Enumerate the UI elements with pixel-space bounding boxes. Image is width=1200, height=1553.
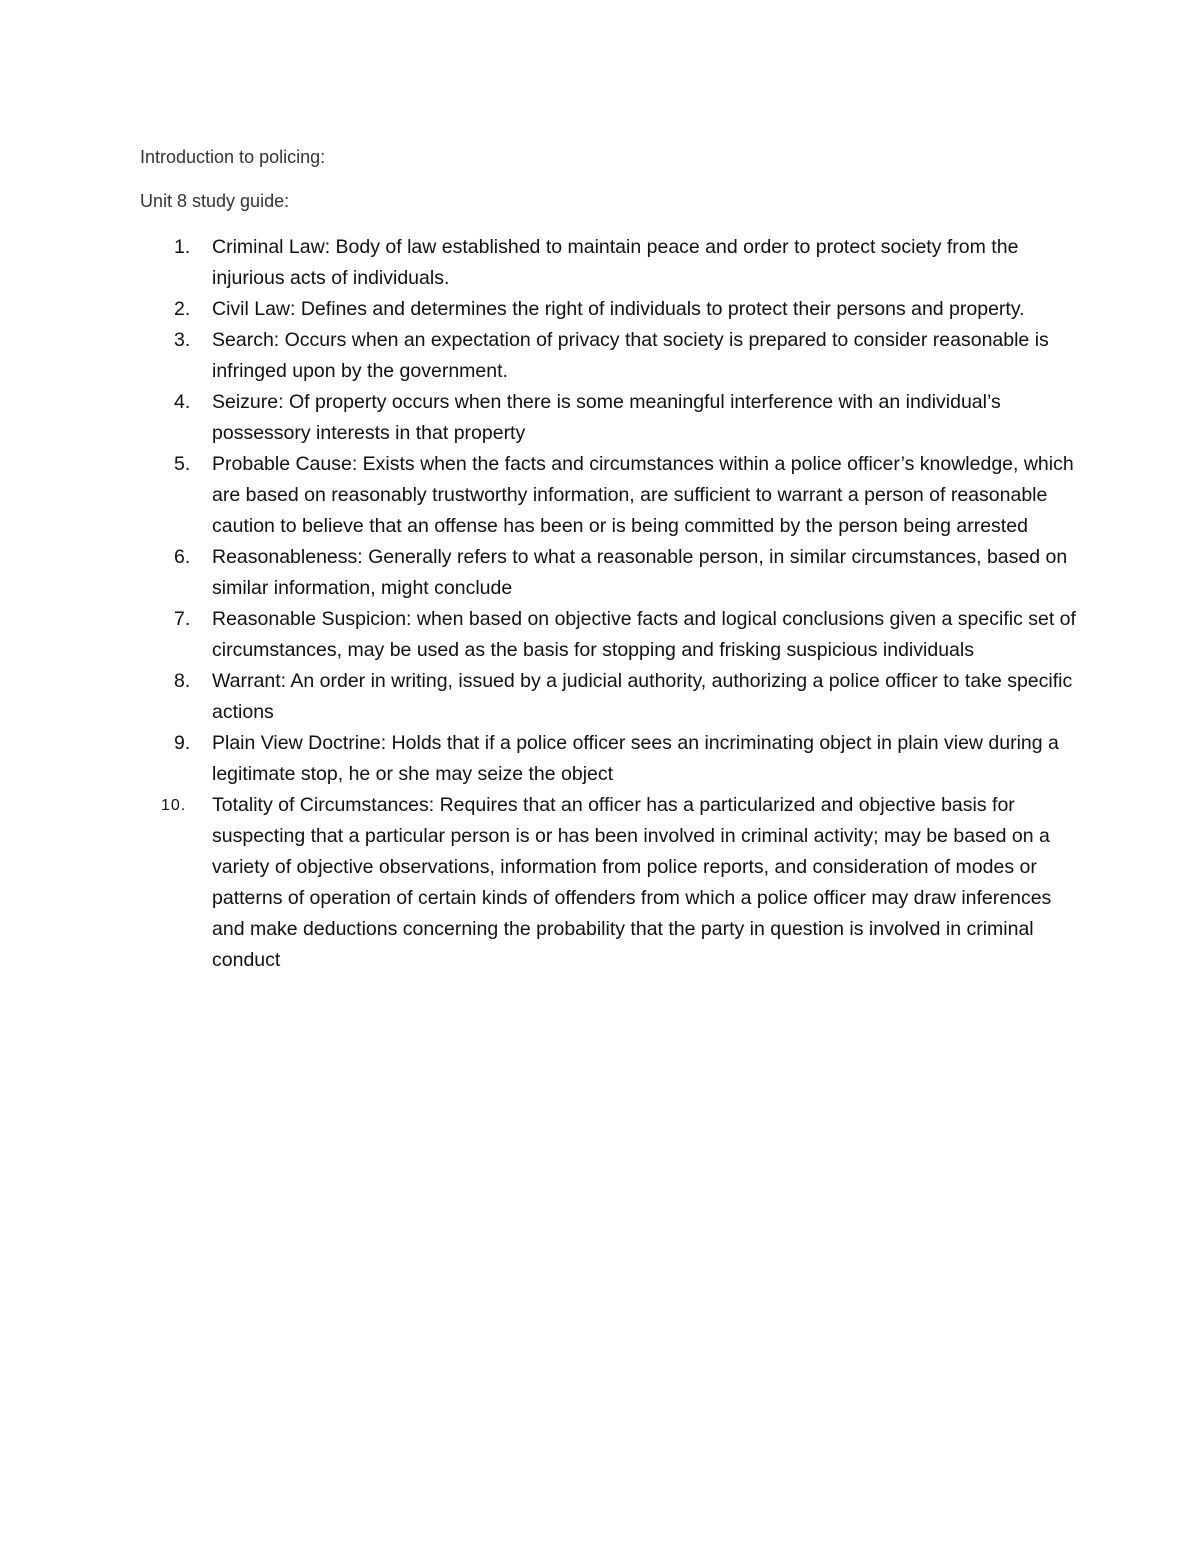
list-item (140, 294, 1080, 325)
list-item (140, 542, 1080, 604)
item-number: 1. (174, 236, 191, 258)
item-text: Seizure: Of property occurs when there is some meaningful interference with an individual’s possessory interests in that property (212, 391, 1001, 444)
list-item (140, 232, 1080, 294)
item-text: Criminal Law: Body of law established to maintain peace and order to protect society from the injurious acts of individuals. (212, 236, 1019, 289)
item-text: Reasonableness: Generally refers to what a reasonable person, in similar circumstances, based on similar information, might conclude (212, 546, 1068, 599)
course-title: Introduction to policing: (140, 147, 326, 167)
item-number: 7. (174, 608, 191, 630)
list-item (140, 449, 1080, 542)
item-number: 2. (174, 298, 191, 320)
item-text: Probable Cause: Exists when the facts and circumstances within a police officer’s knowledge, which are based on reasonably trustworthy information, are sufficient to warrant a person of reasonable caution to believe that an offense has been or is being committed by the person being arrested (212, 453, 1074, 537)
item-text: Civil Law: Defines and determines the right of individuals to protect their persons and property. (212, 298, 1025, 320)
list-item (140, 387, 1080, 449)
list-item (140, 728, 1080, 790)
list-item (140, 790, 1080, 976)
item-text: Reasonable Suspicion: when based on objective facts and logical conclusions given a specific set of circumstances, may be used as the basis for stopping and frisking suspicious individuals (212, 608, 1076, 661)
item-number: 5. (174, 453, 191, 475)
item-number: 10. (161, 797, 187, 814)
item-number: 4. (174, 391, 191, 413)
list-item (140, 325, 1080, 387)
list-item (140, 666, 1080, 728)
list-item (140, 604, 1080, 666)
item-text: Search: Occurs when an expectation of privacy that society is prepared to consider reasonable is infringed upon by the government. (212, 329, 1049, 382)
item-text: Plain View Doctrine: Holds that if a police officer sees an incriminating object in plain view during a legitimate stop, he or she may seize the object (212, 732, 1059, 785)
item-number: 8. (174, 670, 191, 692)
item-text: Totality of Circumstances: Requires that an officer has a particularized and objective basis for suspecting that a particular person is or has been involved in criminal activity; may be based on a variety of objective observations, information from police reports, and consideration of modes or patterns of operation of certain kinds of offenders from which a police officer may draw inferences and make deductions concerning the probability that the party in question is involved in criminal conduct (212, 794, 1052, 971)
item-number: 9. (174, 732, 191, 754)
item-number: 3. (174, 329, 191, 351)
unit-title: Unit 8 study guide: (140, 191, 290, 211)
definitions-list (140, 232, 1080, 976)
item-text: Warrant: An order in writing, issued by a judicial authority, authorizing a police officer to take specific actions (212, 670, 1073, 723)
item-number: 6. (174, 546, 191, 568)
